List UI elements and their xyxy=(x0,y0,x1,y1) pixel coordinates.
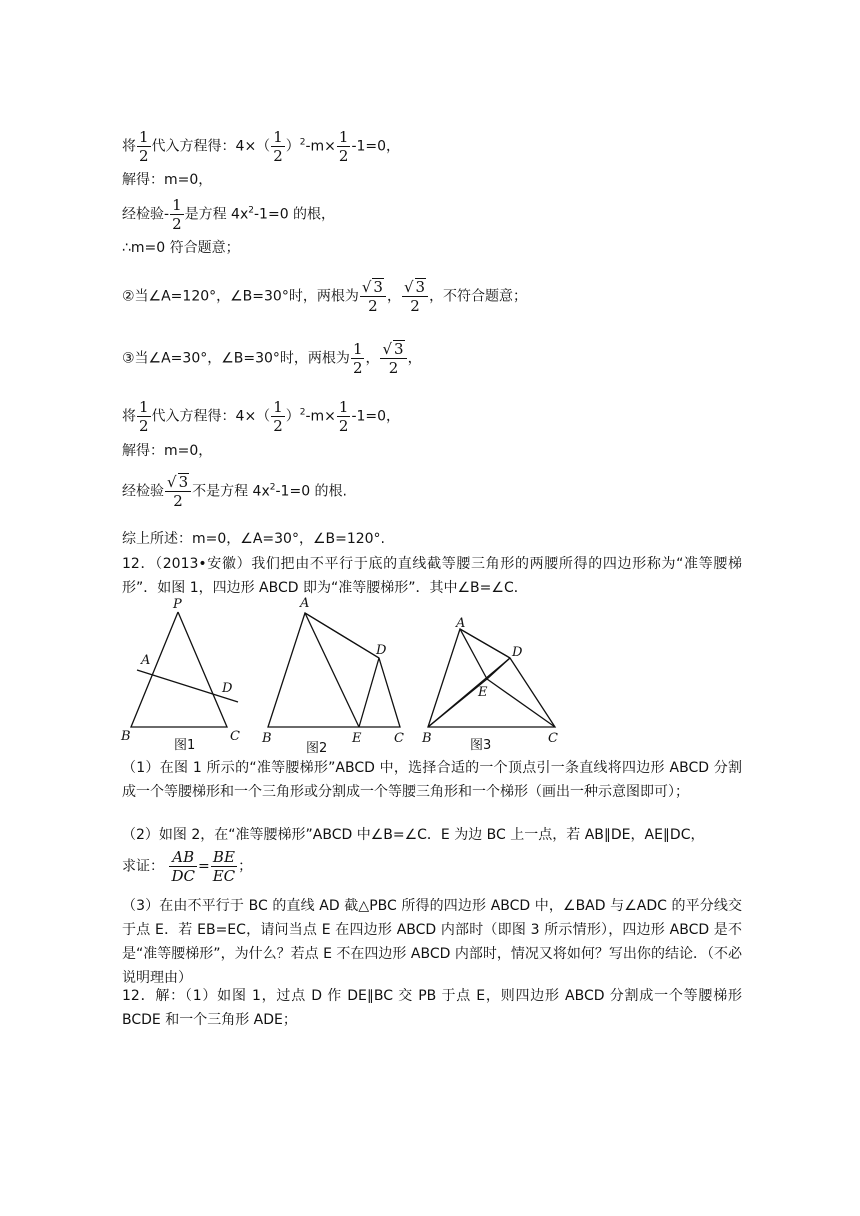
figure-1 xyxy=(120,597,240,753)
text: -1=0 的根， xyxy=(254,206,336,223)
label-E: E xyxy=(352,731,362,746)
question-2-proof xyxy=(122,848,252,885)
label-D: D xyxy=(222,681,233,696)
text: ， xyxy=(386,288,401,305)
caption-figure-2: 图2 xyxy=(306,741,328,754)
label-B: B xyxy=(262,731,272,746)
fraction: $\frac{1}{2}$ xyxy=(139,398,149,435)
fraction-AB-over-DC: $\frac{AB}{DC}$ xyxy=(171,848,195,885)
text: -m× xyxy=(305,408,336,425)
text: 经检验 xyxy=(122,483,164,500)
text: 是方程 4x xyxy=(184,206,249,223)
fraction: $\frac{1}{2}$ xyxy=(273,128,283,165)
question-3: （3）在由不平行于 BC 的直线 AD 截△PBC 所得的四边形 ABCD 中，∠BAD 与∠ADC 的平分线交于点 E．若 EB=EC，请问当点 E 在四边形 ABCD 内部时（即图 3 所示情形），四边形 ABCD 是不是“准等腰梯形”，为什么？若点 E 不在四边形 ABCD 内部时，情况又将如何？写出你的结论．（不必说明理由） xyxy=(122,898,742,986)
text: ③当∠A=30°，∠B=30°时，两根为 xyxy=(122,350,350,367)
text: -m× xyxy=(305,138,336,155)
text: 不是方程 4x xyxy=(192,483,270,500)
fraction: $\frac{1}{2}$ xyxy=(338,128,349,165)
text: ，不符合题意； xyxy=(429,288,528,305)
exponent: 2 xyxy=(299,137,306,148)
figure-3 xyxy=(421,616,558,753)
text: -1=0 的根. xyxy=(275,483,347,500)
text: 经检验- xyxy=(122,206,170,223)
problem-12-intro: 12．（2013•安徽）我们把由不平行于底的直线截等腰三角形的两腰所得的四边形称为“准等腰梯形”．如图 1，四边形 ABCD 即为“准等腰梯形”．其中∠B=∠C． xyxy=(122,556,742,596)
figure-2 xyxy=(261,596,404,754)
conclusion-line-4: ∴m=0 符合题意； xyxy=(122,240,240,256)
label-E: E xyxy=(478,685,488,700)
fraction: $\frac{1}{2}$ xyxy=(338,398,349,435)
text: ， xyxy=(407,350,422,367)
question-2-line-1: （2）如图 2，在“准等腰梯形”ABCD 中∠B=∠C．E 为边 BC 上一点，若 AB∥DE，AE∥DC， xyxy=(122,827,705,843)
equation-line-7 xyxy=(122,398,400,435)
label-A: A xyxy=(456,616,466,631)
fraction-BE-over-EC: $\frac{BE}{EC}$ xyxy=(212,848,236,885)
fraction: $\frac{1}{2}$ xyxy=(273,398,283,435)
label-B: B xyxy=(422,731,432,746)
caption-figure-1: 图1 xyxy=(174,738,196,753)
text: ， xyxy=(365,350,380,367)
text: 将 xyxy=(122,138,136,155)
text: -1=0， xyxy=(351,138,401,155)
solution-12: 12．解：（1）如图 1，过点 D 作 DE∥BC 交 PB 于点 E，则四边形 ABCD 分割成一个等腰梯形 BCDE 和一个三角形 ADE； xyxy=(122,988,742,1028)
check-line-9 xyxy=(122,473,347,510)
solution-line-2: 解得：m=0， xyxy=(122,172,213,188)
text: ） xyxy=(285,138,300,155)
fraction: $\frac{1}{2}$ xyxy=(172,196,182,233)
fraction-sqrt3-over-2: $\frac{√ 3}{2}$ xyxy=(360,278,386,315)
text: 代入方程得：4×（ xyxy=(151,138,271,155)
exponent: 2 xyxy=(248,205,254,216)
text: 代入方程得：4×（ xyxy=(151,408,271,425)
text: ； xyxy=(238,858,253,875)
case-3-line xyxy=(122,340,422,377)
text: ） xyxy=(285,408,300,425)
equation-line-1 xyxy=(122,128,400,165)
label-A: A xyxy=(141,653,151,668)
label-C: C xyxy=(394,731,404,746)
text: -1=0， xyxy=(351,408,401,425)
exponent: 2 xyxy=(299,407,306,418)
label-B: B xyxy=(121,729,131,744)
label-A: A xyxy=(300,596,310,611)
fraction: $\frac{1}{2}$ xyxy=(139,128,149,165)
label-C: C xyxy=(230,729,240,744)
check-line-3 xyxy=(122,196,335,233)
figures xyxy=(0,594,860,754)
exponent: 2 xyxy=(269,482,276,493)
solution-line-8: 解得：m=0， xyxy=(122,443,213,459)
summary-line: 综上所述：m=0，∠A=30°，∠B=120°. xyxy=(122,531,386,547)
text: ②当∠A=120°，∠B=30°时，两根为 xyxy=(122,288,359,305)
equals-sign: = xyxy=(197,858,210,875)
question-1: （1）在图 1 所示的“准等腰梯形”ABCD 中，选择合适的一个顶点引一条直线将四边形 ABCD 分割成一个等腰梯形和一个三角形或分割成一个等腰三角形和一个梯形（画出一种示意图即可）； xyxy=(122,760,742,800)
fraction: $\frac{1}{2}$ xyxy=(352,340,363,377)
text: 求证： xyxy=(122,858,164,875)
label-P: P xyxy=(173,597,182,612)
label-D: D xyxy=(376,643,387,658)
fraction-sqrt3-over-2: $\frac{√ 3}{2}$ xyxy=(402,278,428,315)
text: 将 xyxy=(122,408,136,425)
label-D: D xyxy=(512,645,523,660)
case-2-line xyxy=(122,278,527,315)
fraction-sqrt3-over-2: $\frac{√ 3}{2}$ xyxy=(165,473,191,510)
label-C: C xyxy=(548,731,558,746)
fraction-sqrt3-over-2: $\frac{√ 3}{2}$ xyxy=(380,340,406,377)
caption-figure-3: 图3 xyxy=(470,738,492,753)
